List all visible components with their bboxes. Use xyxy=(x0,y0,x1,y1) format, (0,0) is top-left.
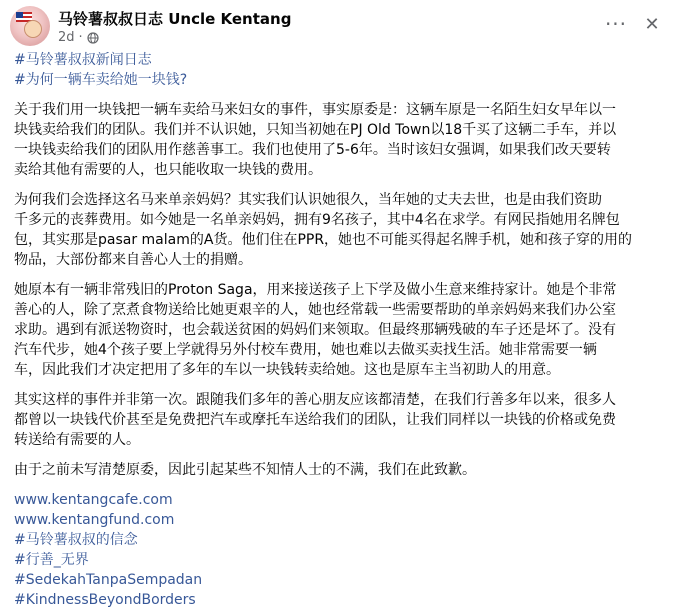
paragraph-5: 由于之前未写清楚原委，因此引起某些不知情人士的不满，我们在此致歉。 xyxy=(14,462,476,478)
hashtag-news-log[interactable]: #马铃薯叔叔新闻日志 xyxy=(14,52,152,68)
paragraph-3: 她原本有一辆非常残旧的Proton Saga，用来接送孩子上下学及做小生意来维持家计。她是个非常 善心的人，除了烹煮食物送给比她更艰辛的人，她也经常载一些需要帮助的单亲妈妈来我们办公室 求助。遇到有派送物资时，也会载送贫困的妈妈们来领取。但最终那辆残破的车子还是坏了。没有 汽车代步，她4个孩子要上学就得另外付校车费用，她也难以去做买卖找生活。她非常需要一辆 车，因此我们才决定把用了多年的车以一块钱转卖给她。这也是原车主当初助人的用意。 xyxy=(14,282,617,378)
page-name-link[interactable]: 马铃薯叔叔日志 Uncle Kentang xyxy=(58,10,292,28)
hashtag-kindness-no-borders-cn[interactable]: #行善_无界 xyxy=(14,552,89,568)
link-kentangcafe[interactable]: www.kentangcafe.com xyxy=(14,492,173,508)
hashtag-belief[interactable]: #马铃薯叔叔的信念 xyxy=(14,532,138,548)
post-body xyxy=(14,50,664,610)
link-kentangfund[interactable]: www.kentangfund.com xyxy=(14,512,175,528)
close-button[interactable] xyxy=(638,10,666,38)
post-timestamp[interactable]: 2d xyxy=(58,30,75,45)
page-avatar[interactable] xyxy=(10,6,50,46)
post-header xyxy=(10,4,666,48)
paragraph-4: 其实这样的事件并非第一次。跟随我们多年的善心朋友应该都清楚，在我们行善多年以来，很多人 都曾以一块钱代价甚至是免费把汽车或摩托车送给我们的团队，让我们同样以一块钱的价格或免费 转送给有需要的人。 xyxy=(14,392,616,448)
hashtag-sedekah[interactable]: #SedekahTanpaSempadan xyxy=(14,572,203,588)
more-options-button[interactable] xyxy=(602,10,630,38)
globe-icon[interactable] xyxy=(87,32,99,44)
hashtag-why-one-ringgit[interactable]: #为何一辆车卖给她一块钱? xyxy=(14,72,188,88)
paragraph-1: 关于我们用一块钱把一辆车卖给马来妇女的事件，事实原委是：这辆车原是一名陌生妇女早年以一 块钱卖给我们的团队。我们并不认识她，只知当初她在PJ Old Town以18千买了这辆二手车，并以 一块钱卖给我们的团队用作慈善事工。我们也使用了5-6年。当时该妇女强调，如果我们改天要转 卖给其他有需要的人，也只能收取一块钱的费用。 xyxy=(14,102,617,178)
post-meta: 2d · xyxy=(58,30,99,45)
hashtag-kindness-beyond-borders[interactable]: #KindnessBeyondBorders xyxy=(14,592,196,608)
close-icon: ✕ xyxy=(644,13,660,35)
paragraph-2: 为何我们会选择这名马来单亲妈妈？其实我们认识她很久，当年她的丈夫去世，也是由我们资助 千多元的丧葬费用。如今她是一名单亲妈妈，拥有9名孩子，其中4名在求学。有网民指她用名牌包 包，其实那是pasar malam的A货。他们住在PPR，她也不可能买得起名牌手机，她和孩子穿的用的 物品，大部份都来自善心人士的捐赠。 xyxy=(14,192,633,268)
face-icon xyxy=(24,20,42,38)
more-horizontal-icon: ··· xyxy=(604,12,628,36)
